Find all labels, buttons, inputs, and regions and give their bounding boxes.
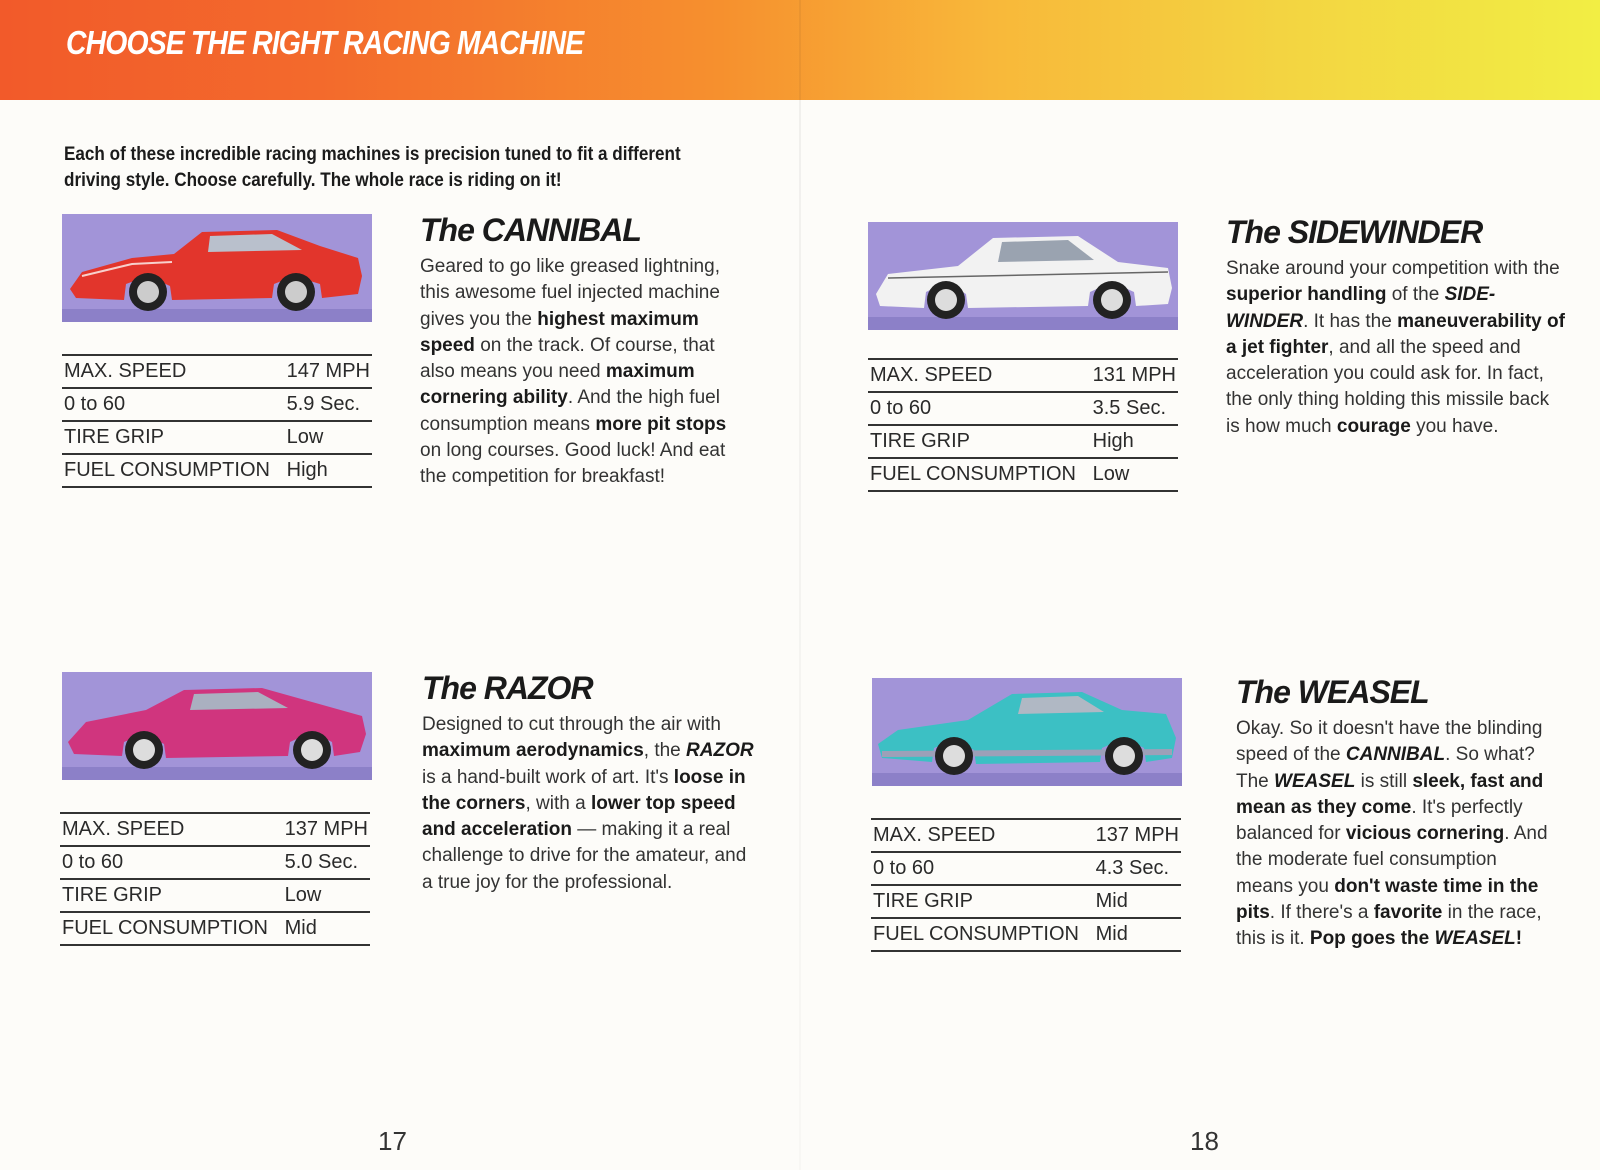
spec-value: 137 MPH	[283, 813, 370, 846]
description-text: on long courses. Good luck! And eat the competition for breakfast!	[420, 440, 726, 488]
spec-value: 5.0 Sec.	[283, 846, 370, 879]
specs-table-razor	[60, 812, 370, 946]
description-text: — making it a real challenge to drive for the amateur, and a true joy for the professional.	[422, 819, 747, 893]
emphasis-text: WEASEL	[1274, 770, 1356, 792]
car-image-sidewinder	[868, 222, 1178, 330]
spec-value: High	[285, 454, 372, 487]
car-title-prefix: The	[1226, 214, 1280, 250]
description-text: , the	[643, 740, 687, 762]
description-text: Snake around your competition with the	[1226, 258, 1560, 279]
description-text: Geared to go like greased lightning, this awesome fuel injected machine gives you the	[420, 256, 720, 330]
spec-value: 5.9 Sec.	[285, 388, 372, 421]
table-row	[868, 359, 1178, 392]
spec-label: MAX. SPEED	[62, 355, 285, 388]
car-description	[1226, 256, 1566, 440]
emphasis-text: CANNIBAL	[1345, 744, 1446, 766]
table-row	[60, 879, 370, 912]
emphasis-text: maneuverability of a jet fighter	[1226, 310, 1565, 358]
spec-label: TIRE GRIP	[868, 425, 1091, 458]
spec-label: MAX. SPEED	[871, 819, 1094, 852]
car-section-sidewinder	[1226, 212, 1566, 440]
spec-value: 137 MPH	[1094, 819, 1181, 852]
spec-value: Low	[283, 879, 370, 912]
table-row	[868, 458, 1178, 491]
page-title: CHOOSE THE RIGHT RACING MACHINE	[66, 24, 584, 61]
table-row	[62, 355, 372, 388]
spec-value: 131 MPH	[1091, 359, 1178, 392]
description-text: . It's perfectly balanced for	[1236, 796, 1523, 845]
table-row	[871, 885, 1181, 918]
description-text: Okay. So it doesn't have the blinding speed of the	[1236, 718, 1543, 766]
spec-label: TIRE GRIP	[60, 879, 283, 912]
table-row	[868, 392, 1178, 425]
description-text: in the race, this is it.	[1236, 902, 1542, 950]
car-image-cannibal	[62, 214, 372, 322]
table-row	[62, 421, 372, 454]
spec-label: MAX. SPEED	[60, 813, 283, 846]
spec-value: Mid	[1094, 918, 1181, 951]
car-name: WEASEL	[1297, 674, 1429, 710]
emphasis-text: superior handling	[1226, 284, 1387, 306]
spec-value: Mid	[1094, 885, 1181, 918]
car-title-prefix: The	[422, 670, 476, 706]
description-text: you have.	[1410, 415, 1499, 437]
car-section-weasel	[1236, 672, 1556, 953]
spec-value: Mid	[283, 912, 370, 945]
emphasis-text: SIDE-WINDER	[1226, 284, 1496, 332]
car-title	[420, 210, 750, 250]
table-row	[868, 425, 1178, 458]
emphasis-text: vicious cornering	[1345, 823, 1505, 845]
table-row	[871, 852, 1181, 885]
spec-label: 0 to 60	[871, 852, 1094, 885]
table-row	[871, 918, 1181, 951]
description-text: on the track. Of course, that also means you need	[420, 334, 715, 383]
emphasis-text: maximum cornering ability	[420, 361, 695, 409]
emphasis-text: !	[1515, 928, 1523, 950]
intro-text: Each of these incredible racing machines is precision tuned to fit a different driving style. Choose carefully. The whole race is riding on it!	[64, 144, 681, 191]
specs-table-sidewinder	[868, 358, 1178, 492]
spec-value: Low	[1091, 458, 1178, 491]
emphasis-text: don't waste time in the pits	[1236, 875, 1539, 924]
page-number-right: 18	[1190, 1126, 1219, 1156]
magenta-car-icon	[62, 672, 372, 780]
page-number-left: 17	[378, 1126, 407, 1156]
car-image-weasel	[872, 678, 1182, 786]
car-section-cannibal	[420, 210, 750, 491]
car-title-prefix: The	[420, 212, 474, 248]
emphasis-text: lower top speed and acceleration	[422, 792, 736, 841]
spec-label: FUEL CONSUMPTION	[60, 912, 283, 945]
spec-label: FUEL CONSUMPTION	[871, 918, 1094, 951]
emphasis-text: highest maximum speed	[420, 308, 699, 356]
table-row	[60, 813, 370, 846]
table-row	[60, 912, 370, 945]
spec-label: FUEL CONSUMPTION	[62, 454, 285, 487]
car-title	[1226, 212, 1566, 252]
car-section-razor	[422, 668, 757, 896]
spec-value: 147 MPH	[285, 355, 372, 388]
car-title-prefix: The	[1236, 674, 1290, 710]
description-text: . So what? The	[1236, 744, 1535, 792]
car-description	[422, 712, 757, 896]
white-car-icon	[868, 222, 1178, 330]
spec-value: High	[1091, 425, 1178, 458]
spec-label: 0 to 60	[60, 846, 283, 879]
car-name: RAZOR	[483, 670, 593, 706]
page-gutter	[799, 0, 801, 1170]
emphasis-text: RAZOR	[686, 740, 754, 762]
specs-table-weasel	[871, 818, 1181, 952]
emphasis-text: loose in the corners	[422, 766, 746, 814]
spec-label: FUEL CONSUMPTION	[868, 458, 1091, 491]
emphasis-text: sleek, fast and mean as they come	[1236, 770, 1544, 818]
description-text: , and all the speed and acceleration you could ask for. In fact, the only thing holding this missile back is how much	[1226, 336, 1550, 437]
description-text: Designed to cut through the air with	[422, 714, 721, 735]
car-name: SIDEWINDER	[1287, 214, 1483, 250]
description-text: , with a	[525, 792, 591, 814]
description-text: is a hand-built work of art. It's	[422, 766, 674, 788]
red-car-icon	[62, 214, 372, 322]
description-text: . And the high fuel consumption means	[420, 387, 720, 435]
description-text: is still	[1355, 770, 1413, 792]
car-description	[1236, 716, 1556, 953]
table-row	[62, 454, 372, 487]
spec-label: 0 to 60	[62, 388, 285, 421]
car-image-razor	[62, 672, 372, 780]
spec-label: TIRE GRIP	[871, 885, 1094, 918]
car-name: CANNIBAL	[481, 212, 641, 248]
description-text: . And the moderate fuel consumption means you	[1236, 823, 1548, 897]
car-title	[1236, 672, 1556, 712]
emphasis-text: favorite	[1373, 902, 1443, 924]
emphasis-text: courage	[1336, 415, 1411, 437]
car-title	[422, 668, 757, 708]
emphasis-text: Pop goes the	[1309, 928, 1435, 950]
spec-label: MAX. SPEED	[868, 359, 1091, 392]
spec-label: TIRE GRIP	[62, 421, 285, 454]
spec-value: Low	[285, 421, 372, 454]
table-row	[60, 846, 370, 879]
spec-label: 0 to 60	[868, 392, 1091, 425]
spec-value: 4.3 Sec.	[1094, 852, 1181, 885]
emphasis-text: WEASEL	[1434, 928, 1516, 950]
description-text: of the	[1386, 284, 1445, 306]
description-text: . It has the	[1303, 310, 1398, 332]
teal-car-icon	[872, 678, 1182, 786]
description-text: . If there's a	[1269, 902, 1374, 924]
spec-value: 3.5 Sec.	[1091, 392, 1178, 425]
car-description	[420, 254, 750, 491]
specs-table-cannibal	[62, 354, 372, 488]
emphasis-text: maximum aerodynamics	[422, 740, 644, 762]
table-row	[871, 819, 1181, 852]
emphasis-text: more pit stops	[595, 413, 727, 435]
table-row	[62, 388, 372, 421]
